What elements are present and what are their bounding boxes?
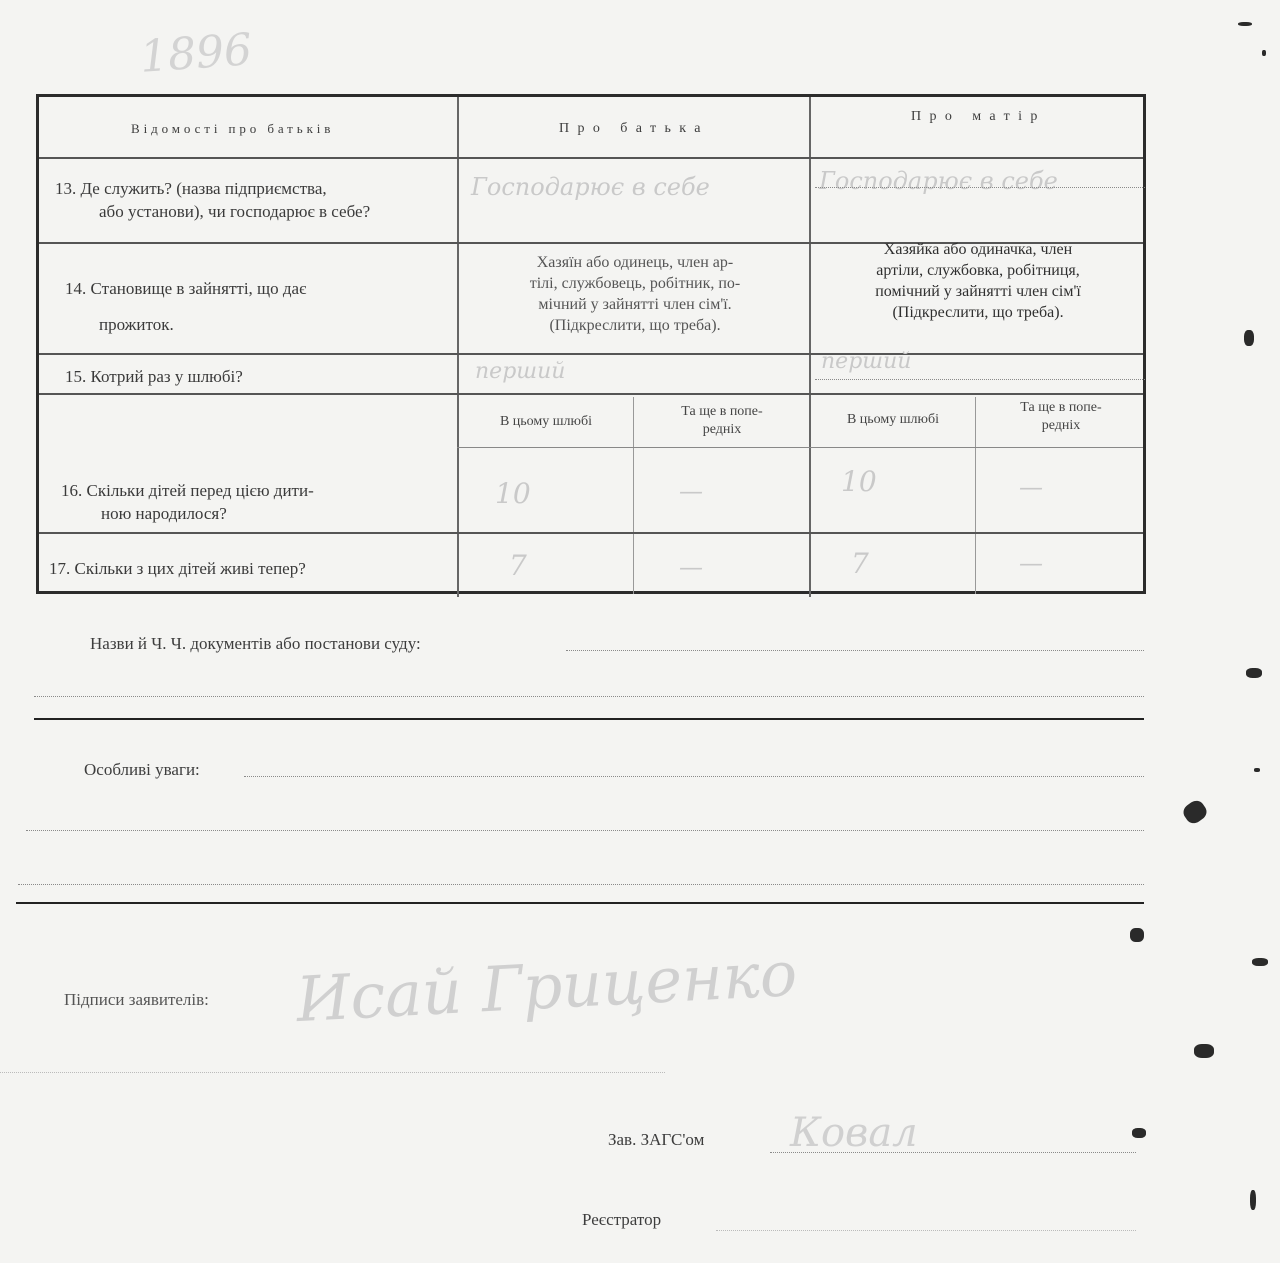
- header-mother: Про матір: [911, 109, 1046, 124]
- documents-line-1: [566, 650, 1144, 651]
- row-line-15: [39, 393, 1143, 395]
- edge-mark: [1246, 668, 1262, 678]
- row17-label: 17. Скільки з цих дітей живі тепер?: [49, 559, 306, 578]
- row16-mother-prev: —: [1019, 473, 1043, 501]
- row15-mother-line: [815, 379, 1145, 380]
- remarks-line-2: [26, 830, 1144, 831]
- sub-divider-mother: [975, 397, 976, 594]
- edge-mark: [1254, 768, 1260, 772]
- edge-mark: [1194, 1044, 1214, 1058]
- row16-father-this: 10: [495, 477, 531, 510]
- row14-label: [65, 271, 455, 343]
- row16-label-line1: 16. Скільки дітей перед цією дити-: [61, 481, 314, 500]
- edge-mark: [1250, 1190, 1256, 1210]
- subheader-mother-previous-line2: редніх: [1041, 418, 1081, 433]
- row14-father-line1: Хазяїн або одинець, член ар-: [536, 254, 734, 271]
- subheader-father-previous-line1: Та ще в попе-: [681, 404, 763, 419]
- header-parents-info: Відомості про батьків: [131, 121, 335, 136]
- edge-mark: [1180, 797, 1209, 826]
- registrar-line: [716, 1230, 1136, 1231]
- subheader-mother-previous: [979, 399, 1143, 435]
- row16-label: [61, 479, 457, 525]
- row15-mother-value: перший: [821, 349, 912, 374]
- edge-mark: [1244, 330, 1254, 346]
- row14-label-line2: прожиток.: [99, 315, 174, 334]
- row17-father-prev: —: [679, 553, 703, 581]
- remarks-label: Особливі уваги:: [84, 760, 200, 779]
- row15-label: 15. Котрий раз у шлюбі?: [65, 367, 243, 386]
- head-label: Зав. ЗАГС'ом: [608, 1130, 705, 1149]
- documents-separator: [34, 718, 1144, 720]
- row16-mother-this: 10: [841, 465, 877, 498]
- row-line-subheader: [457, 447, 1143, 448]
- signatures-label: Підписи заявителів:: [64, 990, 209, 1009]
- edge-mark: [1238, 22, 1252, 26]
- col-divider-2: [809, 97, 811, 597]
- remarks-separator: [16, 902, 1144, 904]
- row14-mother-options: [817, 239, 1139, 323]
- row13-father-value: Господарює в себе: [471, 173, 710, 201]
- row-line-16: [39, 532, 1143, 534]
- row17-father-this: 7: [509, 549, 527, 582]
- row13-label-line2: або установи), чи господарює в себе?: [99, 202, 371, 221]
- row13-label-line1: 13. Де служить? (назва підприємства,: [55, 179, 327, 198]
- documents-label: Назви й Ч. Ч. документів або постанови суду:: [90, 634, 421, 653]
- row13-label: [55, 177, 455, 223]
- row14-father-line4: (Підкреслити, що треба).: [549, 317, 721, 334]
- row-line-14: [39, 353, 1143, 355]
- row14-father-line2: тілі, службовець, робітник, по-: [529, 275, 741, 292]
- row14-mother-line3: помічний у зайнятті член сім'ї: [875, 283, 1081, 300]
- applicant-signature: Исай Гриценко: [294, 936, 799, 1037]
- edge-mark: [1262, 50, 1266, 56]
- row17-mother-this: 7: [851, 547, 869, 580]
- row-line-header: [39, 157, 1143, 159]
- edge-mark: [1252, 958, 1268, 966]
- row14-father-options: [465, 252, 805, 336]
- row13-mother-line: [815, 187, 1145, 188]
- head-signature: Ковал: [790, 1110, 918, 1156]
- documents-line-2: [34, 696, 1144, 697]
- registrar-label: Реєстратор: [582, 1210, 662, 1229]
- row13-mother-value: Господарює в себе: [819, 167, 1058, 195]
- row14-mother-line2: артіли, службовка, робітниця,: [876, 262, 1080, 279]
- head-signature-line: [770, 1152, 1136, 1153]
- sub-divider-father: [633, 397, 634, 594]
- remarks-line-3: [18, 884, 1144, 885]
- subheader-father-previous-line2: редніх: [702, 422, 742, 437]
- row14-label-line1: 14. Становище в зайнятті, що дає: [65, 279, 307, 298]
- row14-mother-line1: Хазяйка або одиначка, член: [883, 241, 1073, 258]
- subheader-mother-previous-line1: Та ще в попе-: [1020, 400, 1102, 415]
- signature-line: [0, 1072, 665, 1073]
- row16-father-prev: —: [679, 477, 703, 505]
- edge-mark: [1130, 928, 1144, 942]
- col-divider-1: [457, 97, 459, 597]
- edge-mark: [1132, 1128, 1146, 1138]
- subheader-mother-this-marriage: В цьому шлюбі: [846, 412, 940, 427]
- parents-info-table: [36, 94, 1146, 594]
- header-father: Про батька: [559, 121, 709, 136]
- margin-note: 1896: [138, 24, 254, 83]
- row15-father-value: перший: [475, 359, 566, 384]
- row14-father-line3: мічний у зайнятті член сім'ї.: [538, 296, 732, 313]
- row17-mother-prev: —: [1019, 549, 1043, 577]
- remarks-line-1: [244, 776, 1144, 777]
- row16-label-line2: ною народилося?: [101, 504, 227, 523]
- subheader-father-this-marriage: В цьому шлюбі: [499, 414, 593, 429]
- subheader-father-previous: [637, 403, 807, 439]
- row14-mother-line4: (Підкреслити, що треба).: [892, 304, 1064, 321]
